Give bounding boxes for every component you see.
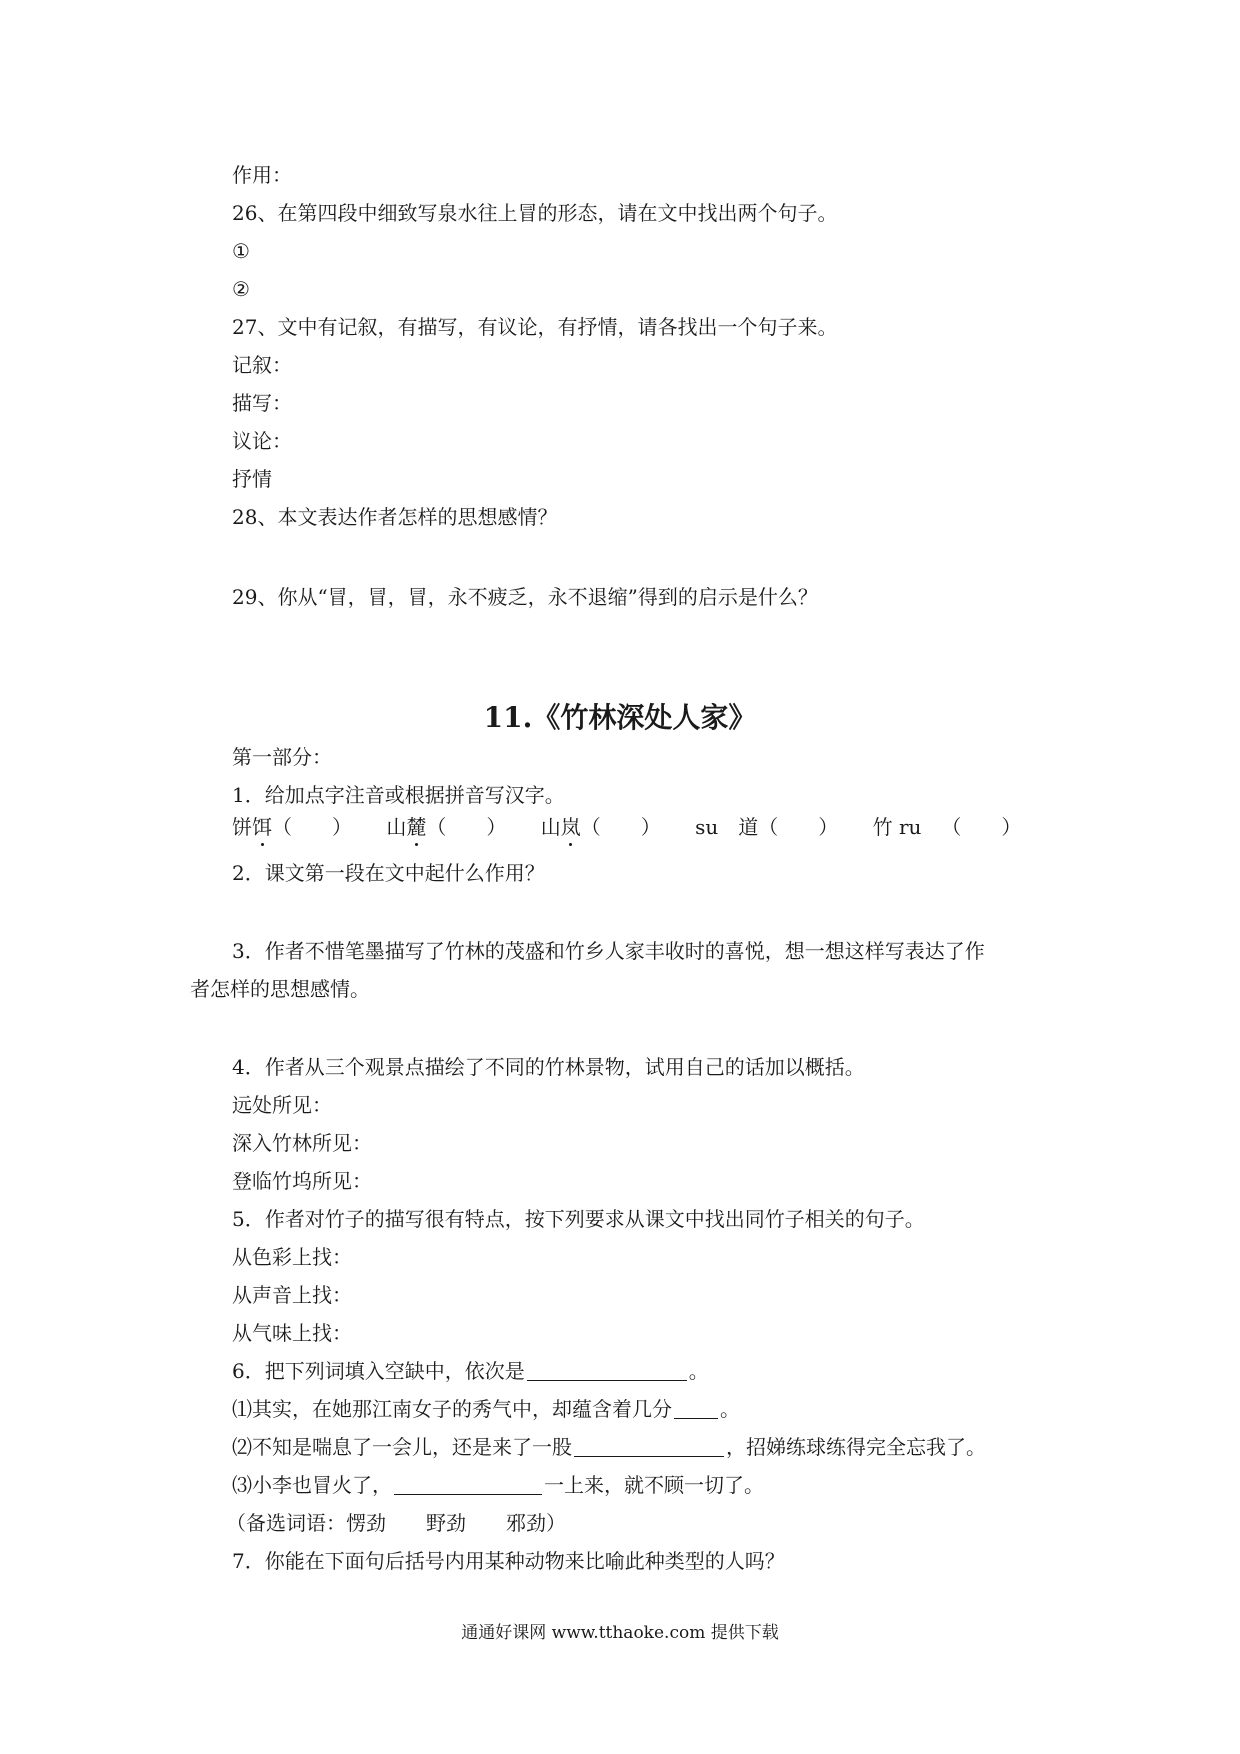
description-label: 描写： [232,391,292,415]
color-label: 从色彩上找： [232,1245,352,1269]
answer-marker-2: ② [232,277,250,301]
sentence-3 [232,1472,764,1498]
answer-marker-1: ① [232,239,250,263]
word-options: （备选词语：愣劲 野劲 邪劲） [226,1511,566,1535]
pinyin-item: 竹 ru （ ） [872,815,1022,839]
sentence-2 [232,1434,986,1460]
question-27: 27、文中有记叙，有描写，有议论，有抒情，请各找出一个句子来。 [232,315,838,339]
deep-view-label: 深入竹林所见： [232,1131,372,1155]
pinyin-item: 山麓（ ） [386,815,507,839]
question-3-line-1: 3．作者不惜笔墨描写了竹林的茂盛和竹乡人家丰收时的喜悦，想一想这样写表达了作 [232,939,985,963]
question-1: 1．给加点字注音或根据拼音写汉字。 [232,783,565,807]
pinyin-item: su 道（ ） [695,815,839,839]
question-26: 26、在第四段中细致写泉水往上冒的形态，请在文中找出两个句子。 [232,201,838,225]
sound-label: 从声音上找： [232,1283,352,1307]
question-5: 5．作者对竹子的描写很有特点，按下列要求从课文中找出同竹子相关的句子。 [232,1207,925,1231]
sentence-3-end: 一上来，就不顾一切了。 [544,1473,764,1497]
answer-blank[interactable] [674,1398,718,1419]
question-6-end: 。 [688,1359,709,1383]
sentence-2-text: ⑵不知是喘息了一会儿，还是来了一股 [232,1435,572,1459]
sentence-1-text: ⑴其实，在她那江南女子的秀气中，却蕴含着几分 [232,1397,672,1421]
part-label: 第一部分： [232,745,332,769]
sentence-3-text: ⑶小李也冒火了， [232,1473,392,1497]
effect-label: 作用： [232,163,292,187]
pinyin-row [232,814,1021,840]
question-29: 29、你从“冒，冒，冒，永不疲乏，永不退缩”得到的启示是什么？ [232,585,818,609]
pinyin-item: 山岚（ ） [540,815,661,839]
question-7: 7．你能在下面句后括号内用某种动物来比喻此种类型的人吗？ [232,1549,785,1573]
climb-view-label: 登临竹坞所见： [232,1169,372,1193]
question-28: 28、本文表达作者怎样的思想感情？ [232,505,558,529]
lesson-title: 11.《竹林深处人家》 [483,701,757,734]
argument-label: 议论： [232,429,292,453]
lyric-label: 抒情 [232,467,272,491]
pinyin-item: 饼饵（ ） [232,815,352,839]
smell-label: 从气味上找： [232,1321,352,1345]
question-2: 2．课文第一段在文中起什么作用？ [232,861,545,885]
question-3-line-2: 者怎样的思想感情。 [190,977,370,1001]
answer-blank[interactable] [527,1360,687,1381]
narration-label: 记叙： [232,353,292,377]
far-view-label: 远处所见： [232,1093,332,1117]
question-6-text: 6．把下列词填入空缺中，依次是 [232,1359,525,1383]
footer-credit: 通通好课网 www.tthaoke.com 提供下载 [461,1623,779,1643]
answer-blank[interactable] [574,1436,724,1457]
question-6 [232,1358,709,1384]
question-4: 4．作者从三个观景点描绘了不同的竹林景物，试用自己的话加以概括。 [232,1055,865,1079]
sentence-1 [232,1396,740,1422]
answer-blank[interactable] [394,1474,542,1495]
sentence-2-end: ，招娣练球练得完全忘我了。 [726,1435,986,1459]
sentence-1-end: 。 [720,1397,740,1421]
